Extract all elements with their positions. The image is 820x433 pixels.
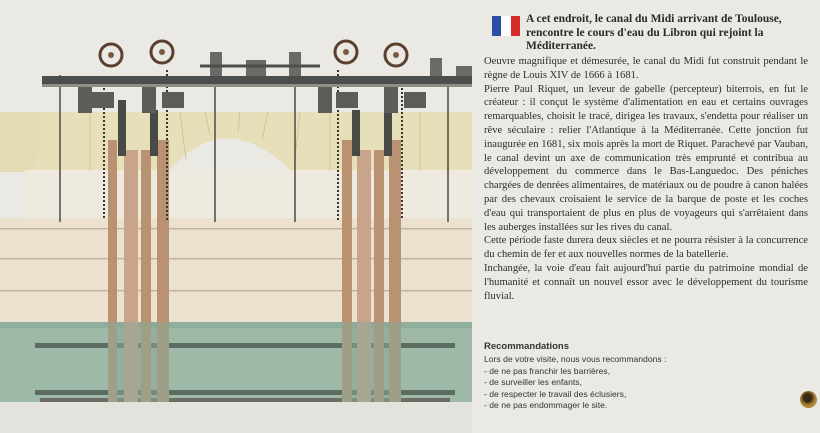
list-item: - de surveiller les enfants, [484,377,582,388]
gate-upper [25,170,472,218]
recommendations-intro: Lors de votre visite, nous vous recommandons : [484,354,667,364]
gate-panel [0,218,472,322]
flag-red-stripe [511,16,520,36]
paragraph: Oeuvre magnifique et démesurée, le canal du Midi fut construit pendant le règne de Louis XIV de 1666 à 1681. [484,56,808,81]
panel-body [484,55,808,303]
french-flag-icon [492,16,520,36]
list-item: - de ne pas endommager le site. [484,400,608,411]
paragraph: Inchangée, la voie d'eau fait aujourd'hui partie du patrimoine mondial de l'humanité et connaît un nouvel essor avec le développement du tourisme fluvial. [484,262,808,302]
list-item: - de respecter le travail des éclusiers, [484,388,627,399]
panel-heading: A cet endroit, le canal du Midi arrivant de Toulouse, rencontre le cours d'eau du Libron qui rejoint la Méditerranée. [526,13,782,52]
recommendations-title: Recommandations [484,341,569,352]
flag-blue-stripe [492,16,501,36]
recommendations-box [484,341,804,412]
paragraph: Cette période faste durera deux siècles et ne pourra résister à la concurrence du chemin de fer et aux nouvelles normes de la batellerie. [484,235,808,261]
recommendations-list [484,366,804,412]
mounting-screw [800,391,817,408]
list-item: - de ne pas franchir les barrières, [484,365,611,376]
top-beam [42,76,472,84]
paragraph: Pierre Paul Riquet, un leveur de gabelle (percepteur) biterrois, en fut le créateur : il conçut le système d'alimentation en eau et certains ouvrages remarquables, choisit le tracé, dirigea les travaux, s'endetta pour réaliser un rêve séculaire : relier l'Atlantique à la Méditerranée. Cette jonction fut inaugurée en 1681, six mois après la mort de Riquet. Parachevé par Vauban, le canal devint un axe de communication très emprunté et contribua au développement du commerce dans le Bas-Languedoc. Des péniches chargées de denrées alimentaires, de matériaux ou de poudre à canon halées par des chevaux croisaient le service de la barque de poste et les coches d'eau qui transportaient de plus en plus de voyageurs qui s'arrêtaient dans les auberges installées sur les rives du canal. [484,83,808,233]
flag-white-stripe [501,16,510,36]
